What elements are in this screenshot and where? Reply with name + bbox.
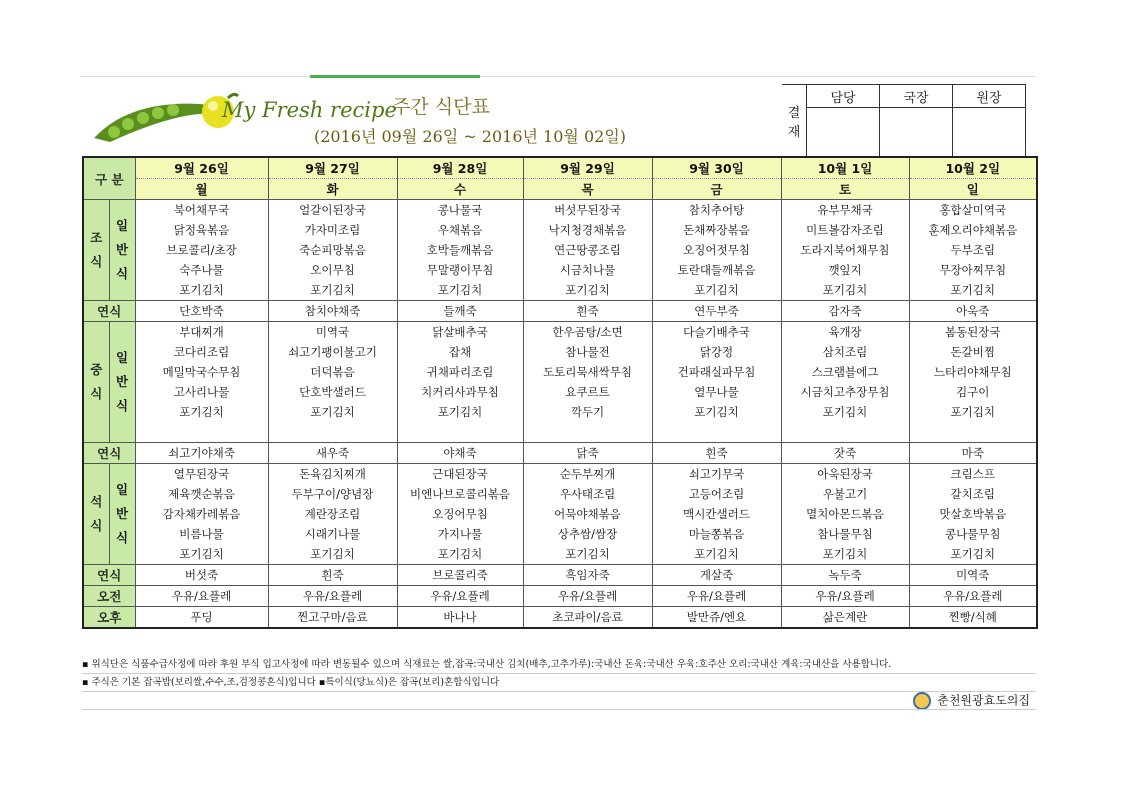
- soft-diet-item: 아욱죽: [909, 301, 1037, 322]
- menu-item: 포기김치: [523, 544, 652, 565]
- organization-name: 춘천원광효도의집: [937, 693, 1030, 708]
- soft-diet-item: 흑임자죽: [523, 565, 652, 586]
- weekday-row: [83, 179, 1037, 200]
- soft-diet-item: 닭죽: [523, 443, 652, 464]
- snack-item: 우유/요플레: [523, 586, 652, 607]
- peapod-icon: [90, 90, 240, 146]
- menu-item: 포기김치: [909, 402, 1037, 422]
- menu-item: 포기김치: [652, 280, 781, 301]
- menu-item: 부대찌개: [135, 322, 268, 343]
- snack-item: 우유/요플레: [135, 586, 268, 607]
- soft-diet-item: 게살죽: [652, 565, 781, 586]
- pm-snack-row: [83, 607, 1037, 629]
- menu-item: 고등어조림: [652, 484, 781, 504]
- soft-diet-item: 들깨죽: [397, 301, 523, 322]
- menu-item: 포기김치: [268, 280, 397, 301]
- soft-diet-item: 흰죽: [523, 301, 652, 322]
- general-diet-label-text: 일반식: [115, 218, 129, 281]
- menu-item: 크림스프: [909, 464, 1037, 485]
- approval-col-director: 국장: [880, 85, 953, 108]
- soft-diet-label: 연식: [83, 301, 135, 322]
- menu-item: 버섯무된장국: [523, 200, 652, 221]
- lunch-label: [83, 322, 109, 443]
- menu-item: 포기김치: [652, 402, 781, 422]
- menu-item: 삼치조림: [781, 342, 909, 362]
- menu-item: 포기김치: [781, 544, 909, 565]
- approval-sign-1[interactable]: [807, 108, 880, 157]
- menu-item: 포기김치: [781, 402, 909, 422]
- menu-item: 육개장: [781, 322, 909, 343]
- breakfast-label-text: 조식: [90, 230, 103, 269]
- empty-cell: [397, 422, 523, 443]
- soft-diet-row: [83, 301, 1037, 322]
- weekday-header: 수: [397, 179, 523, 200]
- footer-notes: [82, 656, 1036, 710]
- menu-item: 귀채파리조림: [397, 362, 523, 382]
- menu-item: 깻잎지: [781, 260, 909, 280]
- menu-item: 멸치아몬드볶음: [781, 504, 909, 524]
- note-ingredients: ▪ 위식단은 식품수급사정에 따라 후원 부식 입고사정에 따라 변동될수 있으며 식재료는 쌀,잡곡:국내산 김치(배추,고추가루):국내산 돈육:국내산 우육:호주산 오리:국내산 계육:국내산을 사용합니다.: [82, 656, 1036, 674]
- soft-diet-row: [83, 565, 1037, 586]
- menu-row: [83, 260, 1037, 280]
- snack-item: 찐빵/식혜: [909, 607, 1037, 629]
- menu-item: 제육깻순볶음: [135, 484, 268, 504]
- menu-item: 참나물전: [523, 342, 652, 362]
- menu-item: 포기김치: [397, 280, 523, 301]
- soft-diet-item: 쇠고기야채죽: [135, 443, 268, 464]
- snack-item: 발만쥬/엔요: [652, 607, 781, 629]
- menu-item: 오이무침: [268, 260, 397, 280]
- menu-item: 시금치나물: [523, 260, 652, 280]
- menu-item: 김구이: [909, 382, 1037, 402]
- menu-item: 유부무채국: [781, 200, 909, 221]
- menu-period: (2016년 09월 26일 ~ 2016년 10월 02일): [314, 127, 627, 146]
- menu-item: 쇠고기무국: [652, 464, 781, 485]
- menu-item: 건파래실파무침: [652, 362, 781, 382]
- weekday-header: 일: [909, 179, 1037, 200]
- general-diet-label: [109, 322, 135, 443]
- menu-item: 포기김치: [909, 280, 1037, 301]
- menu-item: 포기김치: [135, 402, 268, 422]
- general-diet-label: [109, 464, 135, 565]
- snack-item: 우유/요플레: [652, 586, 781, 607]
- menu-item: 가자미조림: [268, 220, 397, 240]
- menu-item: 쇠고기팽이불고기: [268, 342, 397, 362]
- menu-item: 치커리사과무침: [397, 382, 523, 402]
- menu-item: 시래기나물: [268, 524, 397, 544]
- soft-diet-item: 새우죽: [268, 443, 397, 464]
- menu-row: [83, 322, 1037, 343]
- general-diet-label-text: 일반식: [115, 482, 129, 545]
- menu-item: 시금치고추장무침: [781, 382, 909, 402]
- menu-row: [83, 200, 1037, 221]
- note-staple: ▪ 주식은 기본 잡곡밥(보리쌀,수수,조,검정콩혼식)입니다 ▪특이식(당뇨식)은 잡곡(보리)혼합식입니다: [82, 674, 1036, 692]
- menu-item: 마늘쫑볶음: [652, 524, 781, 544]
- menu-item: 근대된장국: [397, 464, 523, 485]
- snack-item: 우유/요플레: [909, 586, 1037, 607]
- organization-emblem-icon: [913, 692, 931, 710]
- soft-diet-item: 미역죽: [909, 565, 1037, 586]
- menu-item: 두부조림: [909, 240, 1037, 260]
- general-diet-label-text: 일반식: [115, 350, 129, 413]
- date-header: 9월 29일: [523, 157, 652, 179]
- soft-diet-item: 단호박죽: [135, 301, 268, 322]
- menu-item: 우불고기: [781, 484, 909, 504]
- snack-item: 우유/요플레: [781, 586, 909, 607]
- menu-item: 순두부찌개: [523, 464, 652, 485]
- menu-item: 얼갈이된장국: [268, 200, 397, 221]
- menu-item: 두부구이/양념장: [268, 484, 397, 504]
- weekday-header: 화: [268, 179, 397, 200]
- menu-item: 연근땅콩조림: [523, 240, 652, 260]
- soft-diet-item: 야채죽: [397, 443, 523, 464]
- am-snack-label: 오전: [83, 586, 135, 607]
- lunch-label-text: 중식: [90, 362, 103, 401]
- snack-item: 바나나: [397, 607, 523, 629]
- date-header: 9월 28일: [397, 157, 523, 179]
- menu-item: 단호박샐러드: [268, 382, 397, 402]
- snack-item: 푸딩: [135, 607, 268, 629]
- menu-item: 메밀막국수무침: [135, 362, 268, 382]
- menu-item: 감자채카레볶음: [135, 504, 268, 524]
- menu-item: 돈채짜장볶음: [652, 220, 781, 240]
- date-header: 10월 2일: [909, 157, 1037, 179]
- menu-item: 잡채: [397, 342, 523, 362]
- pm-snack-label: 오후: [83, 607, 135, 629]
- approval-box: [782, 84, 1026, 157]
- snack-item: 우유/요플레: [268, 586, 397, 607]
- menu-item: 열무된장국: [135, 464, 268, 485]
- menu-item: 북어채무국: [135, 200, 268, 221]
- menu-item: 봄동된장국: [909, 322, 1037, 343]
- menu-item: 포기김치: [268, 544, 397, 565]
- breakfast-label: [83, 200, 109, 301]
- menu-item: 낙지청경채볶음: [523, 220, 652, 240]
- date-header: 10월 1일: [781, 157, 909, 179]
- empty-cell: [909, 422, 1037, 443]
- snack-item: 삶은계란: [781, 607, 909, 629]
- soft-diet-item: 참치야채죽: [268, 301, 397, 322]
- weekly-menu-table: [82, 156, 1038, 629]
- approval-label: 결재: [782, 85, 807, 157]
- menu-item: 아욱된장국: [781, 464, 909, 485]
- menu-item: 비엔나브로콜리볶음: [397, 484, 523, 504]
- empty-cell: [523, 422, 652, 443]
- soft-diet-item: 감자죽: [781, 301, 909, 322]
- menu-item: 맛살호박볶음: [909, 504, 1037, 524]
- menu-row: [83, 504, 1037, 524]
- menu-item: 다슬기배추국: [652, 322, 781, 343]
- menu-row: [83, 342, 1037, 362]
- menu-row: [83, 240, 1037, 260]
- empty-cell: [268, 422, 397, 443]
- menu-item: 콩나물무침: [909, 524, 1037, 544]
- am-snack-row: [83, 586, 1037, 607]
- menu-item: 포기김치: [135, 544, 268, 565]
- menu-row: [83, 362, 1037, 382]
- soft-diet-item: 녹두죽: [781, 565, 909, 586]
- menu-item: 포기김치: [397, 544, 523, 565]
- organization: [82, 692, 1036, 710]
- menu-row: [83, 484, 1037, 504]
- menu-item: 죽순피망볶음: [268, 240, 397, 260]
- dinner-label-text: 석식: [90, 494, 103, 533]
- menu-item: 우채볶음: [397, 220, 523, 240]
- menu-item: 더덕볶음: [268, 362, 397, 382]
- approval-col-manager: 담당: [807, 85, 880, 108]
- approval-sign-3[interactable]: [953, 108, 1026, 157]
- menu-item: 돈육김치찌개: [268, 464, 397, 485]
- menu-item: 무말랭이무침: [397, 260, 523, 280]
- menu-item: 어묵야채볶음: [523, 504, 652, 524]
- menu-item: 돈갈비찜: [909, 342, 1037, 362]
- menu-item: 한우곰탕/소면: [523, 322, 652, 343]
- page-title: 주간 식단표: [392, 96, 490, 118]
- weekday-header: 금: [652, 179, 781, 200]
- snack-item: 초코파이/음료: [523, 607, 652, 629]
- menu-item: 느타리야채무침: [909, 362, 1037, 382]
- menu-item: 참치추어탕: [652, 200, 781, 221]
- menu-item: 깍두기: [523, 402, 652, 422]
- selected-column-marker: [310, 75, 480, 78]
- date-header: 9월 27일: [268, 157, 397, 179]
- menu-item: 홍합살미역국: [909, 200, 1037, 221]
- menu-item: 미트볼감자조림: [781, 220, 909, 240]
- menu-item: 상추쌈/쌈장: [523, 524, 652, 544]
- menu-item: 포기김치: [781, 280, 909, 301]
- menu-item: 계란장조림: [268, 504, 397, 524]
- category-header: 구 분: [83, 157, 135, 200]
- menu-item: 코다리조림: [135, 342, 268, 362]
- soft-diet-item: 연두부죽: [652, 301, 781, 322]
- menu-item: 스크램블에그: [781, 362, 909, 382]
- blank-row: [83, 422, 1037, 443]
- menu-item: 요쿠르트: [523, 382, 652, 402]
- menu-item: 참나물무침: [781, 524, 909, 544]
- empty-cell: [135, 422, 268, 443]
- menu-item: 무장아찌무침: [909, 260, 1037, 280]
- menu-item: 훈제오리야채볶음: [909, 220, 1037, 240]
- date-row: [83, 157, 1037, 179]
- date-header: 9월 26일: [135, 157, 268, 179]
- soft-diet-label: 연식: [83, 443, 135, 464]
- weekday-header: 토: [781, 179, 909, 200]
- menu-item: 도라지북어채무침: [781, 240, 909, 260]
- menu-item: 오징어젓무침: [652, 240, 781, 260]
- menu-item: 미역국: [268, 322, 397, 343]
- menu-item: 포기김치: [397, 402, 523, 422]
- soft-diet-label: 연식: [83, 565, 135, 586]
- weekday-header: 월: [135, 179, 268, 200]
- logo-text: My Fresh recipe: [222, 98, 397, 122]
- menu-item: 호박들깨볶음: [397, 240, 523, 260]
- menu-header: [82, 82, 1036, 156]
- menu-table-wrap: [82, 156, 1038, 629]
- menu-item: 브로콜리/초장: [135, 240, 268, 260]
- menu-item: 맥시칸샐러드: [652, 504, 781, 524]
- menu-item: 콩나물국: [397, 200, 523, 221]
- menu-item: 비름나물: [135, 524, 268, 544]
- menu-item: 닭정육볶음: [135, 220, 268, 240]
- soft-diet-item: 브로콜리죽: [397, 565, 523, 586]
- menu-row: [83, 220, 1037, 240]
- soft-diet-item: 버섯죽: [135, 565, 268, 586]
- empty-cell: [781, 422, 909, 443]
- menu-row: [83, 464, 1037, 485]
- dinner-label: [83, 464, 109, 565]
- general-diet-label: [109, 200, 135, 301]
- menu-item: 숙주나물: [135, 260, 268, 280]
- menu-item: 우사태조림: [523, 484, 652, 504]
- soft-diet-item: 잣죽: [781, 443, 909, 464]
- snack-item: 우유/요플레: [397, 586, 523, 607]
- menu-item: 갈치조림: [909, 484, 1037, 504]
- menu-item: 포기김치: [652, 544, 781, 565]
- menu-item: 포기김치: [268, 402, 397, 422]
- weekday-header: 목: [523, 179, 652, 200]
- soft-diet-item: 흰죽: [268, 565, 397, 586]
- soft-diet-item: 흰죽: [652, 443, 781, 464]
- menu-item: 포기김치: [909, 544, 1037, 565]
- menu-row: [83, 280, 1037, 301]
- empty-cell: [652, 422, 781, 443]
- menu-item: 닭강정: [652, 342, 781, 362]
- snack-item: 찐고구마/음료: [268, 607, 397, 629]
- menu-item: 열무나물: [652, 382, 781, 402]
- menu-item: 가지나물: [397, 524, 523, 544]
- menu-item: 포기김치: [135, 280, 268, 301]
- approval-col-head: 원장: [953, 85, 1026, 108]
- menu-row: [83, 524, 1037, 544]
- menu-item: 도토리묵새싹무침: [523, 362, 652, 382]
- soft-diet-item: 마죽: [909, 443, 1037, 464]
- menu-item: 오징어무침: [397, 504, 523, 524]
- menu-row: [83, 402, 1037, 422]
- soft-diet-row: [83, 443, 1037, 464]
- menu-row: [83, 382, 1037, 402]
- menu-item: 토란대들깨볶음: [652, 260, 781, 280]
- date-header: 9월 30일: [652, 157, 781, 179]
- menu-item: 닭살배추국: [397, 322, 523, 343]
- approval-sign-2[interactable]: [880, 108, 953, 157]
- menu-row: [83, 544, 1037, 565]
- menu-item: 고사리나물: [135, 382, 268, 402]
- menu-item: 포기김치: [523, 280, 652, 301]
